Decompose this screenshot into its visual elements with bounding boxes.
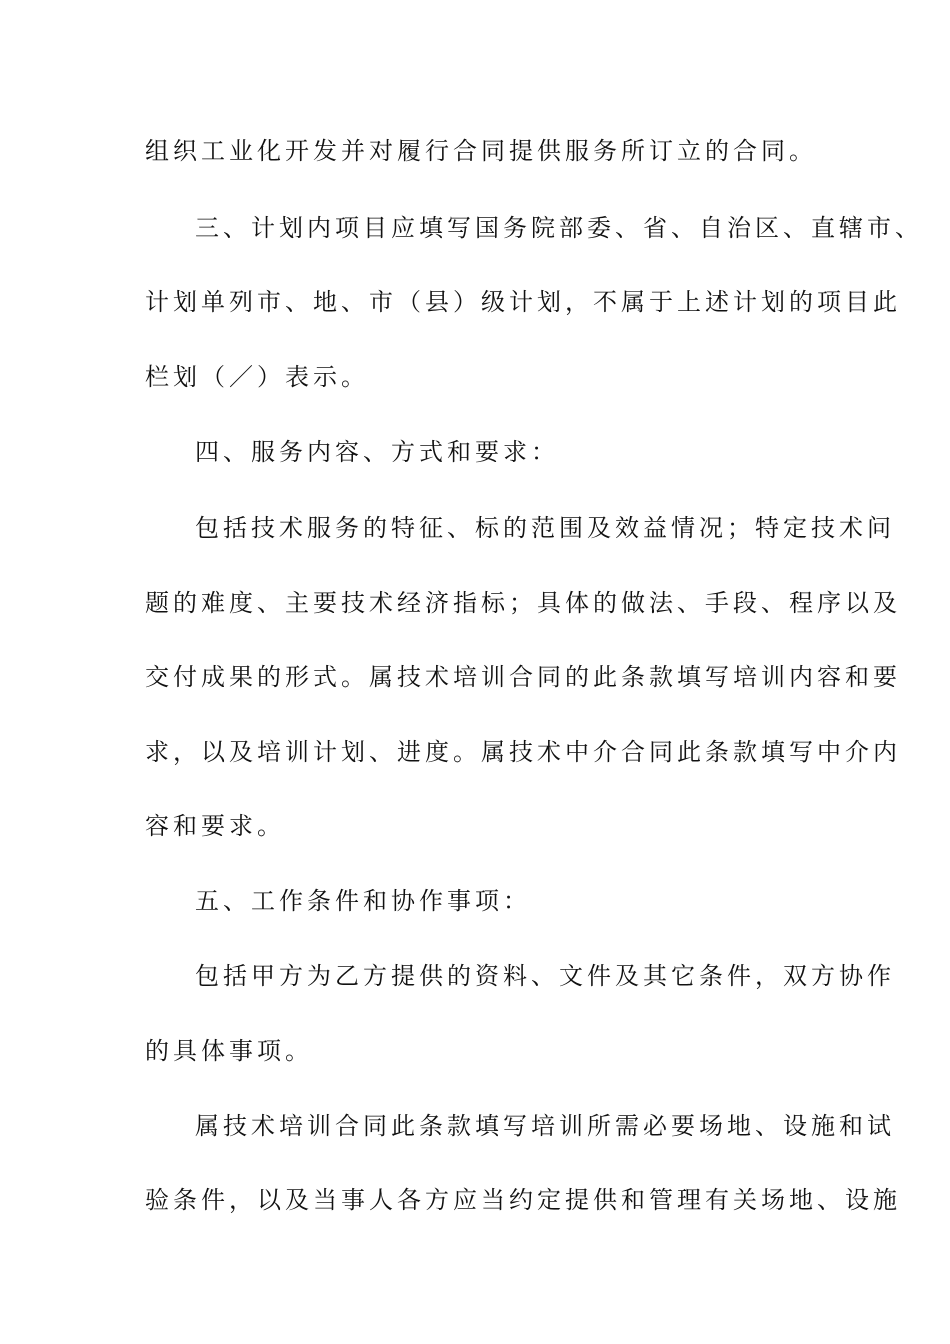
text-line: 的具体事项。 [145,1037,313,1065]
section-heading-five: 五、工作条件和协作事项： [195,887,531,915]
text-line: 计划单列市、地、市（县）级计划，不属于上述计划的项目此 [145,288,901,316]
section-heading-three: 三、计划内项目应填写国务院部委、省、自治区、直辖市、 [195,214,923,242]
text-line: 验条件，以及当事人各方应当约定提供和管理有关场地、设施 [145,1186,901,1214]
paragraph-line: 包括甲方为乙方提供的资料、文件及其它条件，双方协作 [195,962,895,990]
paragraph-line: 包括技术服务的特征、标的范围及效益情况；特定技术问 [195,514,895,542]
paragraph-line: 属技术培训合同此条款填写培训所需必要场地、设施和试 [195,1112,895,1140]
text-line: 组织工业化开发并对履行合同提供服务所订立的合同。 [145,137,817,165]
text-line: 求，以及培训计划、进度。属技术中介合同此条款填写中介内 [145,738,901,766]
section-heading-four: 四、服务内容、方式和要求： [195,438,559,466]
text-line: 题的难度、主要技术经济指标；具体的做法、手段、程序以及 [145,589,901,617]
text-line: 容和要求。 [145,812,285,840]
text-line: 交付成果的形式。属技术培训合同的此条款填写培训内容和要 [145,663,901,691]
text-line: 栏划（／）表示。 [145,363,369,391]
